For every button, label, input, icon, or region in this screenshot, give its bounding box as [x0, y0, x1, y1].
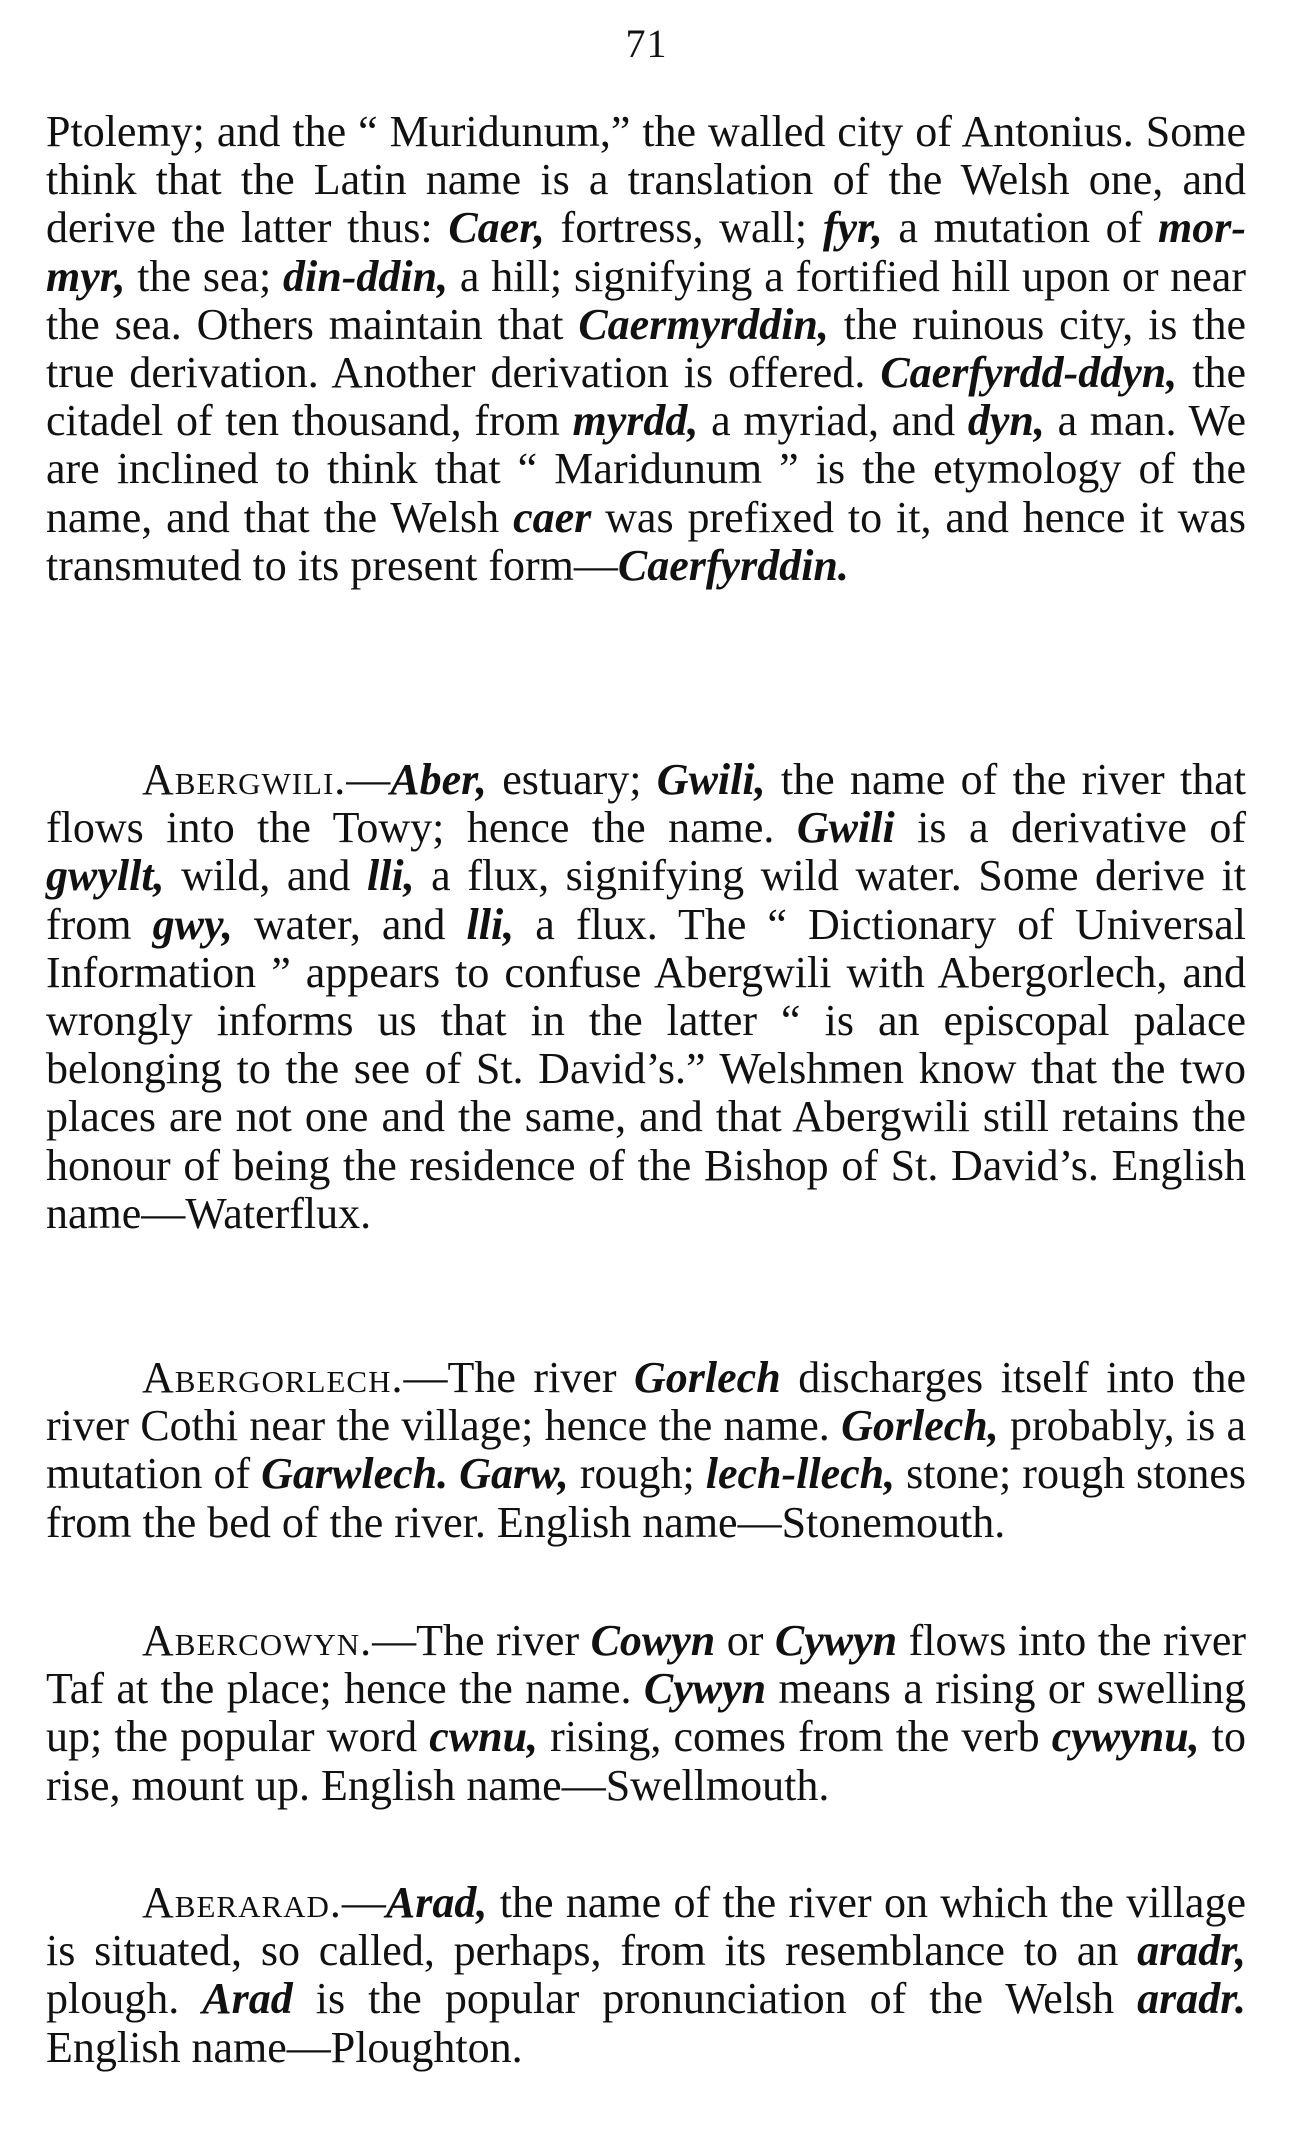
italic-term: Gwili [796, 803, 895, 853]
italic-term: gwyllt, [46, 851, 165, 901]
italic-term: din-ddin, [283, 251, 449, 301]
italic-term: lli, [466, 899, 515, 949]
italic-term: Arad, [385, 1878, 488, 1927]
italic-term: Gorlech, [841, 1401, 999, 1451]
paragraph-text: Abercowyn.—The river Cowyn or Cywyn flows into the river Taf at the place; hence the name. Cywyn means a rising or swelling up; the popular word cwnu, rising, comes from the verb cywynu, to rise, mount up. English name—Swellmouth. [46, 1616, 1247, 1810]
italic-term: myrdd, [572, 396, 699, 446]
italic-term: aradr. [1137, 1974, 1246, 2024]
italic-term: Caerfyrddin. [617, 540, 849, 590]
entry-aberarad [46, 1879, 1246, 2072]
italic-term: Arad [202, 1974, 293, 2024]
paragraph-caerfyrddin-continuation [46, 108, 1246, 590]
italic-term: Gorlech [634, 1353, 781, 1402]
entry-heading: Abergwili. [142, 755, 347, 804]
italic-term: cwnu, [429, 1712, 539, 1762]
paragraph-text: Ptolemy; and the “ Muridunum,” the walled city of Antonius. Some think that the Latin name is a translation of the Welsh one, and derive the latter thus: Caer, fortress, wall; fyr, a mutation of mor-myr, the sea; din-ddin, a hill; signifying a fortified hill upon or near the sea. Others maintain that Caermyrddin, the ruinous city, is the true derivation. Another derivation is offered. Caerfyrdd-ddyn, the citadel of ten thousand, from myrdd, a myriad, and dyn, a man. We are inclined to think that “ Maridunum ” is the etymology of the name, and that the Welsh caer was prefixed to it, and hence it was transmuted to its present form—Caerfyrddin. [46, 107, 1247, 590]
entry-heading: Aberarad. [142, 1878, 342, 1927]
italic-term: aradr, [1137, 1926, 1246, 1976]
italic-term: Caer, [448, 203, 545, 253]
italic-term: Gwili, [656, 755, 766, 804]
italic-term: dyn, [967, 396, 1045, 446]
italic-term: Garw, [459, 1449, 569, 1499]
italic-term: Caerfyrdd-ddyn, [880, 348, 1178, 398]
entry-abercowyn [46, 1617, 1246, 1810]
page-number: 71 [625, 21, 668, 66]
italic-term: Cywyn [643, 1664, 767, 1714]
paragraph-text: Abergwili.—Aber, estuary; Gwili, the name of the river that flows into the Towy; hence the name. Gwili is a derivative of gwyllt, wild, and lli, a flux, signifying wild water. Some derive it from gwy, water, and lli, a flux. The “ Dictionary of Universal Information ” appears to confuse Abergwili with Abergorlech, and wrongly informs us that in the latter “ is an episcopal palace belonging to the see of St. David’s.” Welshmen know that the two places are not one and the same, and that Abergwili still retains the honour of being the residence of the Bishop of St. David’s. English name—Waterflux. [46, 755, 1247, 1238]
paragraph-text: Abergorlech.—The river Gorlech discharges itself into the river Cothi near the village; hence the name. Gorlech, probably, is a mutation of Garwlech. Garw, rough; lech-llech, stone; rough stones from the bed of the river. English name—Stonemouth. [46, 1353, 1246, 1547]
entry-heading: Abergorlech. [142, 1353, 404, 1402]
entry-abergwili [46, 756, 1246, 1238]
italic-term: caer [513, 492, 592, 542]
italic-term: cywynu, [1051, 1712, 1200, 1762]
italic-term: mor-myr, [46, 203, 1246, 301]
italic-term: lli, [366, 851, 415, 901]
italic-term: fyr, [822, 203, 883, 253]
entry-heading: Abercowyn. [142, 1616, 373, 1665]
italic-term: gwy, [152, 899, 233, 949]
italic-term: lech-llech, [705, 1449, 896, 1499]
paragraph-text: Aberarad.—Arad, the name of the river on which the village is situated, so called, perhaps, from its resemblance to an aradr, plough. Arad is the popular pronunciation of the Welsh aradr. English name—Ploughton. [46, 1878, 1246, 2072]
italic-term: Garwlech. [261, 1449, 449, 1499]
italic-term: Cywyn [774, 1616, 898, 1665]
italic-term: Aber, [390, 755, 487, 804]
italic-term: Cowyn [590, 1616, 716, 1665]
italic-term: Caermyrddin, [578, 299, 829, 349]
entry-abergorlech [46, 1354, 1246, 1547]
